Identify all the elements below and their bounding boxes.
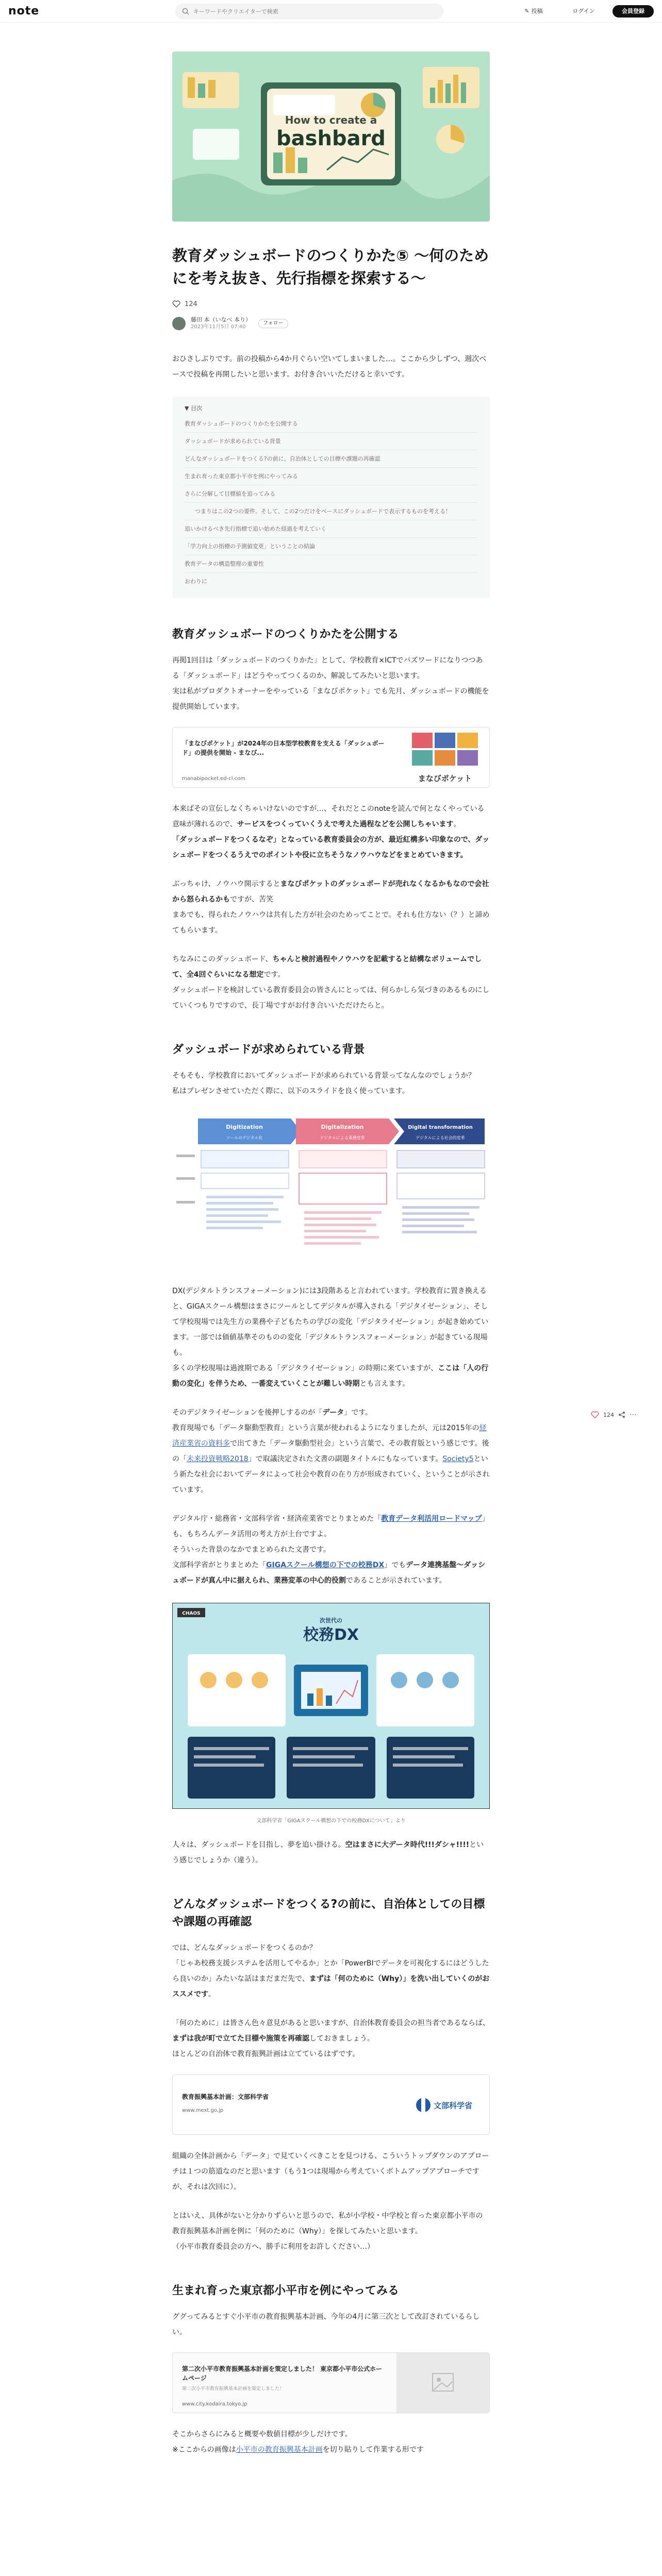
paragraph: ググってみるとすぐ小平市の教育振興基本計画、今年の4月に第三次として改訂されているらしい。 [172, 2313, 480, 2336]
paragraph: 「何のために」は皆さん色々意見があると思いますが、自治体教育委員会の担当者であるならば、まずは我が町で立てた目標や施策を再確認しておきましょう。 ほとんどの自治体で教育振興計画は立てているはずです。 [172, 2019, 490, 2058]
svg-text:まなびポケット: まなびポケット [418, 774, 472, 783]
paragraph: 多くの学校現場は過渡期である「デジタライゼーション」の時期に来ていますが、ここは「人の行動の変化」を伴うため、一番変えていくことが難しい時期とも言えます。 [172, 1364, 489, 1388]
paragraph: 「ダッシュボードをつくるなぞ」となっている教育委員会の方が、最近紅構多い印象なので、ダッシュボードをつくるうえでのポイントや役に立ちそうなノウハウなどをまとめていきます。 [172, 836, 490, 859]
paragraph: ぶっちゃけ、ノウハウ開示するとまなびポケットのダッシュボードが売れなくなるかもなので会社から怒られるかもですが、苦笑 まあでも、得られたノウハウは共有した方が社会のためってことで。それも仕方ない（？）と諦めてもらいます。 [172, 880, 490, 935]
hero-line2: bashbard [276, 127, 386, 150]
toc-list [185, 415, 477, 590]
link[interactable]: 未来投資戦略2018 [187, 1455, 249, 1463]
author-row [172, 315, 490, 332]
login-button[interactable]: ログイン [572, 8, 595, 14]
paragraph: とはいえ、具体がないと分かりずらいと思うので、私が小学校・中学校と育った東京都小平市の教育振興基本計画を例に「何のために（Why）」を探してみたいと思います。 （小平市教育委員会の方へ、勝手に利用をお許しください…） [172, 2212, 483, 2251]
hero-illustration [172, 52, 490, 222]
link-card[interactable] [172, 727, 490, 788]
link-card-title: 教育振興基本計画：文部科学省 [182, 2093, 269, 2100]
dx-col-1-jp: ツールのデジタル化 [226, 1136, 263, 1140]
note-logo[interactable]: note [8, 5, 40, 18]
link-card-thumbnail [396, 2075, 489, 2135]
link[interactable]: 教育データ利活用ロードマップ [381, 1515, 482, 1523]
link[interactable]: Society5 [442, 1455, 474, 1463]
dx-col-2-jp: デジタルによる業務変革 [320, 1136, 365, 1140]
follow-button[interactable]: フォロー [258, 319, 288, 328]
toc-item[interactable]: 生まれ育った東京都小平市を例にやってみる [185, 468, 477, 485]
link[interactable]: 経済産業省の資料多 [172, 1424, 487, 1448]
toc-heading[interactable]: ▼ 目次 [185, 405, 202, 412]
heart-icon[interactable] [172, 300, 180, 308]
search-icon [182, 8, 189, 15]
signup-button[interactable]: 会員登録 [613, 5, 654, 18]
paragraph: 本来ばその宣伝しなくちゃいけないのですが…、それだとこのnoteを読んで何となくやっている意味が薄れるので、サービスをつくっていくうえで考えた過程などを公開しちゃいます。 [172, 805, 485, 828]
toc-item[interactable]: どんなダッシュボードをつくる?の前に、自治体としての目標や課題の再確認 [185, 450, 477, 468]
paragraph: そもそも、学校教育においてダッシュボードが求められている背景ってなんなのでしょうか？ [172, 1072, 475, 1080]
more-icon[interactable]: ⋯ [630, 1411, 637, 1419]
link-card[interactable] [172, 2352, 490, 2413]
search-input[interactable] [193, 6, 436, 16]
dx-title-small: 次世代の [320, 1617, 342, 1624]
school-dx-figure [172, 1603, 490, 1824]
intro-text: おひさしぶりです。前の投稿から4か月ぐらい空いてしまいました…。ここから少しずつ、週次ベースで投稿を再開したいと思います。お付き合いいただけると幸いです。 [172, 355, 487, 379]
section-heading: 生まれ育った東京都小平市を例にやってみる [172, 2284, 400, 2297]
dx-col-3-jp: デジタルによる社会的変革 [416, 1136, 465, 1140]
avatar[interactable] [172, 317, 186, 330]
toc-item[interactable]: 追いかけるべき先行指標で追い始めた経過を考えていく [185, 520, 477, 538]
paragraph: 私はプレゼンさせていただく際に、以下のスライドを良く使っています。 [172, 1087, 409, 1095]
table-of-contents [172, 397, 490, 598]
link-card-title: 第二次小平市教育振興基本計画を策定しました！ 東京都小平市公式ホームページ [182, 2365, 383, 2382]
heart-icon[interactable] [591, 1411, 599, 1418]
school-dx-illustration [172, 1603, 490, 1809]
hero-line1: How to create a [285, 114, 377, 126]
link-card-domain: manabipocket.ed-cl.com [182, 776, 246, 782]
author-name[interactable]: 藤田 本（いなべ 本り） [191, 316, 251, 323]
dx-col-2: Digitalization [321, 1124, 364, 1130]
paragraph: そのデジタライゼーションを後押しするのが「データ」です。 教育現場でも「データ駆動型教育」という言葉が使われるようになりましたが、元は2015年の経済産業省の資料多で出てきた「データ駆動型社会」という言葉で、その教育版という感じです。後の「未来投資戦略2018」で取議決定された文書の副題タイトルにもなっています。Society5という新たな社会においてデータによって社会や教育の在り方が形成されていく、ということが示されています。 [172, 1409, 490, 1494]
dx-stages-slide [172, 1113, 490, 1270]
dx-stages-diagram [172, 1113, 490, 1268]
dx-tag: CHAOS [182, 1611, 201, 1616]
article [172, 52, 490, 2458]
share-icon[interactable] [618, 1411, 625, 1418]
toc-item[interactable]: 教育ダッシュボードのつくりかたを公開する [185, 415, 477, 433]
link-card-thumbnail [396, 2353, 489, 2413]
search-box[interactable] [175, 4, 443, 19]
section-heading: 教育ダッシュボードのつくりかたを公開する [172, 628, 399, 641]
mext-brand: 文部科学省 [434, 2101, 473, 2110]
paragraph: 人々は、ダッシュボードを目指し、夢を追い掛ける。空はまさに大データ時代!!!ダシャ!!!!という感じでしょうか（違う）。 [172, 1841, 484, 1865]
link-card-description: 第二次小平市教育振興基本計画を策定しました！ [182, 2386, 285, 2392]
paragraph: 組織の全体計画から「データ」で見ていくべきことを見つける、こういうトップダウンのアプローチは１つの筋道なのだと思います（もう1つは現場から考えていくボトムアップアプローチですが、それは次回に）。 [172, 2152, 489, 2191]
article-title: 教育ダッシュボードのつくりかた⑤ 〜何のためにを考え抜き、先行指標を探索する〜 [172, 247, 489, 287]
paragraph: 実は私がプロダクトオーナーをやっている「まなびポケット」でも先月、ダッシュボードの機能を提供開始しています。 [172, 687, 489, 711]
toc-item[interactable]: おわりに [185, 578, 207, 585]
figure-caption: 文部科学省「GIGAスクール構想の下での校務DXについて」より [256, 1818, 406, 1824]
link-card-title: 「まなびポケット」が2024年の日本型学校教育を支える「ダッシュボード」の提供を開始 - まなび... [182, 740, 385, 756]
toc-item[interactable]: 「学力向上の指標の予測値変更」ということの結論 [185, 538, 477, 555]
dx-col-1: Digitization [226, 1124, 263, 1130]
link-card-domain: www.mext.go.jp [182, 2108, 224, 2113]
hero-image [172, 52, 490, 222]
paragraph: 再掲1回目は「ダッシュボードのつくりかた」として、学校教育×ICTでバズワードになりつつある「ダッシュボード」はどうやってつくるのか、解説してみたいと思います。 [172, 656, 483, 680]
author-meta [191, 316, 251, 331]
toc-item[interactable]: つまりはこの2つの要件。そして、この2つだけをベースにダッシュボードで表示するものを考える！ [185, 503, 477, 520]
post-label: 投稿 [531, 8, 543, 14]
toc-item[interactable]: ダッシュボードが求められている背景 [185, 433, 477, 450]
toc-item[interactable]: さらに分解して目標値を追ってみる [185, 485, 477, 503]
paragraph: ちなみにこのダッシュボード、ちゃんと検討過程やノウハウを記載すると結構なボリュームでして、全4回ぐらいになる想定です。 ダッシュボードを検討している教育委員会の皆さんにとっては、何らかしら気づきのあるものにしていくつもりですので、長丁場ですがお付き合いいただけたらと。 [172, 955, 490, 1010]
side-like-count: 124 [603, 1411, 614, 1418]
dx-col-3: Digital transformation [408, 1125, 473, 1130]
side-like-bar [591, 1410, 653, 1420]
dx-title: 校務DX [303, 1626, 359, 1644]
paragraph: デジタル庁・総務省・文部科学省・経済産業省でとりまとめた「教育データ利活用ロードマップ」も、もちろんデータ活用の考え方が土台ですよ。 そういった背景のなかでまとめられた文書です。 文部科学省がとりまとめた「GIGAスクール構想の下での校務DX」でもデータ連携基盤〜ダッシュボードが真ん中に据えられ、業務変革の中心的役割であることが示されています。 [172, 1515, 489, 1585]
publish-date: 2023年11月5日 07:40 [191, 324, 246, 330]
toc-item[interactable]: 教育データの構造整理の重要性 [185, 555, 477, 573]
link[interactable]: GIGAスクール構想の下での校務DX [266, 1561, 385, 1569]
post-button[interactable] [517, 5, 551, 18]
like-row [172, 299, 490, 309]
paragraph: では、どんなダッシュボードをつくるのか？ [172, 1944, 317, 1952]
link-card-thumbnail [396, 727, 489, 788]
paragraph: そこからさらにみると概要や数値目標が少しだけです。 ※ここからの画像は小平市の教育振興基本計画を切り貼りして作業する形です [172, 2430, 424, 2454]
pen-icon: ✎ [524, 8, 529, 14]
paragraph: 「じゃあ校務支援システムを活用してやるか」とか「PowerBIでデータを可視化するにはどうしたら良いのか」みたいな話はまだまだ先で、まずは「何のために（Why）」を洗い出していくのがおススメです。 [172, 1959, 490, 1998]
paragraph: DX(デジタルトランスフォーメーション)には3段階あると言われています。学校教育に置き換えると、GIGAスクール構想はまさにツールとしてデジタルが導入される「デジタイゼーション」、そして学校現場では先生方の業務や子どもたちの学びの変化「デジタライゼーション」が起き始めています。一部では価値基準そのものの変化「デジタルトランスフォーメーション」が起きている現場も。 [172, 1287, 489, 1357]
section-heading: ダッシュボードが求められている背景 [172, 1043, 365, 1056]
link-card[interactable] [172, 2074, 490, 2135]
link[interactable]: 小平市の教育振興基本計画 [236, 2446, 323, 2454]
site-header [0, 0, 662, 23]
like-count: 124 [185, 300, 197, 308]
section-heading: どんなダッシュボードをつくる?の前に、自治体としての目標や課題の再確認 [172, 1898, 485, 1928]
link-card-domain: www.city.kodaira.tokyo.jp [182, 2401, 247, 2407]
